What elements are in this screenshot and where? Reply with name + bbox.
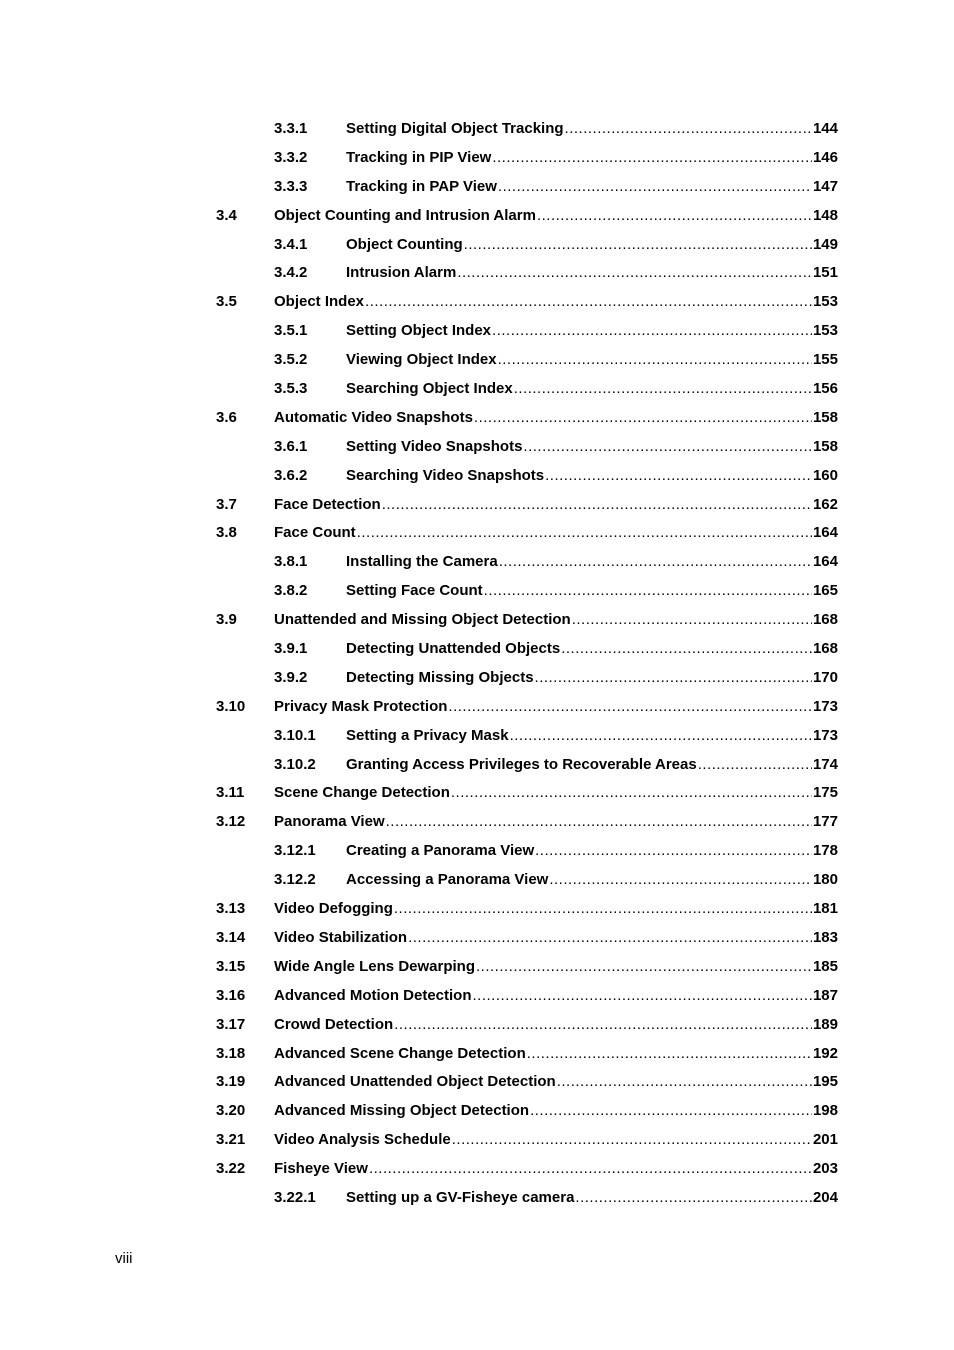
toc-entry-number: 3.3.2: [274, 148, 308, 166]
dot-leader: [386, 808, 812, 837]
toc-entry-title-line: [274, 1040, 838, 1069]
toc-entry[interactable]: [0, 231, 954, 260]
toc-entry-page: 153: [812, 322, 838, 340]
toc-entry-number: 3.19: [216, 1073, 246, 1091]
toc-entry-number: 3.22.1: [274, 1188, 316, 1206]
toc-entry-page: 189: [812, 1015, 838, 1033]
toc-entry-page: 204: [812, 1188, 838, 1206]
toc-entry-title-line: [346, 433, 838, 462]
toc-entry-number: 3.12.1: [274, 842, 316, 860]
toc-entry-page: 149: [812, 235, 838, 253]
toc-entry-title: Wide Angle Lens Dewarping: [274, 957, 475, 975]
dot-leader: [476, 953, 812, 982]
toc-entry-number: 3.8.1: [274, 553, 308, 571]
toc-entry-title-line: [274, 288, 838, 317]
toc-entry-title: Face Detection: [274, 495, 381, 513]
toc-entry-title-line: [346, 346, 838, 375]
toc-entry-title-line: [346, 317, 838, 346]
toc-entry[interactable]: [0, 1097, 954, 1126]
dot-leader: [535, 837, 812, 866]
toc-entry-title-line: [274, 491, 838, 520]
toc-entry[interactable]: [0, 1155, 954, 1184]
dot-leader: [498, 346, 812, 375]
toc-entry[interactable]: [0, 1040, 954, 1069]
toc-entry[interactable]: [0, 577, 954, 606]
dot-leader: [565, 115, 812, 144]
toc-entry-page: 187: [812, 986, 838, 1004]
toc-entry-page: 170: [812, 668, 838, 686]
toc-entry-number: 3.18: [216, 1044, 246, 1062]
toc-entry-number: 3.9: [216, 611, 237, 629]
toc-entry[interactable]: [0, 346, 954, 375]
toc-entry-page: 173: [812, 697, 838, 715]
toc-entry-title: Searching Object Index: [346, 380, 513, 398]
dot-leader: [499, 548, 812, 577]
toc-entry-title: Crowd Detection: [274, 1015, 394, 1033]
toc-entry-number: 3.13: [216, 900, 246, 918]
dot-leader: [537, 202, 812, 231]
toc-entry-page: 147: [812, 177, 838, 195]
toc-entry[interactable]: [0, 1068, 954, 1097]
toc-entry-title: Setting Face Count: [346, 582, 483, 600]
toc-entry-number: 3.15: [216, 957, 246, 975]
toc-entry-page: 198: [812, 1102, 838, 1120]
toc-entry-title: Viewing Object Index: [346, 351, 497, 369]
toc-entry-title: Detecting Unattended Objects: [346, 640, 561, 658]
toc-entry-page: 178: [812, 842, 838, 860]
toc-entry[interactable]: [0, 751, 954, 780]
toc-entry-title-line: [346, 144, 838, 173]
toc-entry-title-line: [274, 693, 838, 722]
toc-entry-number: 3.20: [216, 1102, 246, 1120]
toc-entry-title: Advanced Motion Detection: [274, 986, 472, 1004]
dot-leader: [492, 317, 812, 346]
toc-entry-number: 3.11: [216, 784, 245, 802]
toc-entry-page: 180: [812, 871, 838, 889]
toc-entry-title: Setting Video Snapshots: [346, 437, 523, 455]
table-of-contents: [0, 115, 954, 1213]
toc-entry-title-line: [346, 115, 838, 144]
toc-entry-title-line: [274, 953, 838, 982]
toc-entry-number: 3.9.1: [274, 640, 308, 658]
toc-entry-title-line: [274, 1126, 838, 1155]
toc-entry-number: 3.10: [216, 697, 246, 715]
dot-leader: [457, 259, 812, 288]
toc-entry-title: Tracking in PIP View: [346, 148, 492, 166]
dot-leader: [474, 404, 812, 433]
toc-entry-title-line: [346, 577, 838, 606]
toc-entry[interactable]: [0, 519, 954, 548]
toc-entry-title-line: [274, 1097, 838, 1126]
toc-entry-title: Advanced Missing Object Detection: [274, 1102, 530, 1120]
toc-entry-page: 168: [812, 640, 838, 658]
toc-entry[interactable]: [0, 115, 954, 144]
dot-leader: [464, 231, 812, 260]
toc-entry[interactable]: [0, 288, 954, 317]
toc-entry-title-line: [346, 231, 838, 260]
toc-entry-number: 3.6: [216, 408, 237, 426]
toc-entry-page: 160: [812, 466, 838, 484]
dot-leader: [557, 1068, 812, 1097]
toc-entry[interactable]: [0, 144, 954, 173]
toc-entry[interactable]: [0, 982, 954, 1011]
toc-entry-page: 162: [812, 495, 838, 513]
toc-entry[interactable]: [0, 779, 954, 808]
toc-entry[interactable]: [0, 953, 954, 982]
toc-entry[interactable]: [0, 317, 954, 346]
toc-entry-title: Setting up a GV-Fisheye camera: [346, 1188, 575, 1206]
dot-leader: [473, 982, 812, 1011]
toc-entry[interactable]: [0, 606, 954, 635]
toc-entry-title-line: [274, 606, 838, 635]
dot-leader: [575, 1184, 812, 1213]
toc-entry-number: 3.22: [216, 1160, 246, 1178]
dot-leader: [484, 577, 812, 606]
toc-entry-title: Tracking in PAP View: [346, 177, 497, 195]
toc-entry-page: 195: [812, 1073, 838, 1091]
toc-entry[interactable]: [0, 895, 954, 924]
toc-entry-title-line: [346, 635, 838, 664]
toc-entry-title-line: [346, 664, 838, 693]
toc-entry-number: 3.3.3: [274, 177, 308, 195]
toc-entry[interactable]: [0, 433, 954, 462]
toc-entry-title-line: [274, 1068, 838, 1097]
dot-leader: [369, 1155, 812, 1184]
toc-entry[interactable]: [0, 173, 954, 202]
dot-leader: [394, 1011, 812, 1040]
toc-entry-title-line: [274, 895, 838, 924]
toc-entry-title: Video Defogging: [274, 900, 393, 918]
toc-entry-title: Object Index: [274, 293, 365, 311]
toc-entry-title: Unattended and Missing Object Detection: [274, 611, 571, 629]
toc-entry-number: 3.6.2: [274, 466, 308, 484]
toc-entry-page: 181: [812, 900, 838, 918]
toc-entry-number: 3.12: [216, 813, 246, 831]
toc-entry-title: Panorama View: [274, 813, 385, 831]
toc-entry-title-line: [346, 1184, 838, 1213]
toc-entry-title: Fisheye View: [274, 1160, 368, 1178]
toc-entry[interactable]: [0, 404, 954, 433]
toc-entry-number: 3.8: [216, 524, 237, 542]
dot-leader: [394, 895, 812, 924]
toc-entry-title-line: [274, 202, 838, 231]
dot-leader: [530, 1097, 812, 1126]
toc-entry-title-line: [346, 866, 838, 895]
toc-entry-title: Object Counting: [346, 235, 463, 253]
toc-entry-number: 3.21: [216, 1131, 246, 1149]
toc-entry-title: Privacy Mask Protection: [274, 697, 448, 715]
toc-entry[interactable]: [0, 1011, 954, 1040]
toc-entry-title-line: [274, 779, 838, 808]
dot-leader: [545, 462, 812, 491]
toc-entry[interactable]: [0, 693, 954, 722]
toc-entry-page: 158: [812, 408, 838, 426]
toc-entry-page: 164: [812, 524, 838, 542]
toc-entry-title: Scene Change Detection: [274, 784, 450, 802]
toc-entry-page: 168: [812, 611, 838, 629]
toc-entry-title-line: [274, 1155, 838, 1184]
toc-entry[interactable]: [0, 548, 954, 577]
toc-entry-title: Searching Video Snapshots: [346, 466, 545, 484]
toc-entry-title: Creating a Panorama View: [346, 842, 535, 860]
toc-entry-title: Intrusion Alarm: [346, 264, 457, 282]
toc-entry-number: 3.12.2: [274, 871, 316, 889]
toc-entry-page: 201: [812, 1131, 838, 1149]
toc-entry-page: 148: [812, 206, 838, 224]
toc-entry-title: Advanced Scene Change Detection: [274, 1044, 526, 1062]
toc-entry-title: Setting Object Index: [346, 322, 492, 340]
toc-entry-number: 3.16: [216, 986, 246, 1004]
toc-entry-page: 174: [812, 755, 838, 773]
toc-entry-page: 177: [812, 813, 838, 831]
toc-entry-number: 3.14: [216, 928, 246, 946]
toc-entry[interactable]: [0, 491, 954, 520]
dot-leader: [448, 693, 812, 722]
toc-entry-title-line: [346, 462, 838, 491]
dot-leader: [365, 288, 812, 317]
toc-entry-title: Setting a Privacy Mask: [346, 726, 509, 744]
toc-entry-page: 173: [812, 726, 838, 744]
toc-entry-page: 151: [812, 264, 838, 282]
toc-entry-title-line: [346, 259, 838, 288]
dot-leader: [492, 144, 812, 173]
toc-entry-title: Installing the Camera: [346, 553, 498, 571]
toc-entry-title-line: [346, 173, 838, 202]
toc-entry-title: Detecting Missing Objects: [346, 668, 534, 686]
toc-entry[interactable]: [0, 1184, 954, 1213]
dot-leader: [572, 606, 812, 635]
toc-entry-number: 3.5: [216, 293, 237, 311]
toc-entry-page: 153: [812, 293, 838, 311]
dot-leader: [382, 491, 812, 520]
toc-entry-number: 3.3.1: [274, 120, 308, 137]
toc-entry-title-line: [346, 722, 838, 751]
toc-entry-title: Automatic Video Snapshots: [274, 408, 473, 426]
toc-entry-page: 192: [812, 1044, 838, 1062]
dot-leader: [561, 635, 812, 664]
toc-entry-title: Video Stabilization: [274, 928, 408, 946]
toc-entry-title: Object Counting and Intrusion Alarm: [274, 206, 536, 224]
toc-entry-title-line: [346, 751, 838, 780]
toc-entry-title-line: [274, 924, 838, 953]
toc-entry-title: Video Analysis Schedule: [274, 1131, 451, 1149]
dot-leader: [527, 1040, 812, 1069]
toc-entry[interactable]: [0, 259, 954, 288]
toc-entry-title: Accessing a Panorama View: [346, 871, 549, 889]
toc-entry-title: Granting Access Privileges to Recoverable Areas: [346, 755, 697, 773]
dot-leader: [698, 751, 812, 780]
dot-leader: [498, 173, 812, 202]
toc-entry-number: 3.10.1: [274, 726, 316, 744]
toc-entry-title-line: [274, 808, 838, 837]
toc-entry-title-line: [346, 837, 838, 866]
toc-entry[interactable]: [0, 722, 954, 751]
toc-entry-page: 203: [812, 1160, 838, 1178]
toc-entry-title-line: [274, 404, 838, 433]
toc-entry-number: 3.4.1: [274, 235, 308, 253]
toc-entry[interactable]: [0, 808, 954, 837]
toc-entry-title: Advanced Unattended Object Detection: [274, 1073, 556, 1091]
dot-leader: [451, 779, 812, 808]
dot-leader: [514, 375, 812, 404]
toc-entry-number: 3.6.1: [274, 437, 308, 455]
toc-entry[interactable]: [0, 202, 954, 231]
toc-entry[interactable]: [0, 837, 954, 866]
toc-entry[interactable]: [0, 462, 954, 491]
toc-entry[interactable]: [0, 664, 954, 693]
toc-entry-number: 3.4: [216, 206, 237, 224]
toc-entry-page: 155: [812, 351, 838, 369]
dot-leader: [452, 1126, 812, 1155]
toc-entry[interactable]: [0, 1126, 954, 1155]
toc-entry-number: 3.5.2: [274, 351, 308, 369]
dot-leader: [549, 866, 812, 895]
toc-entry-title: Setting Digital Object Tracking: [346, 120, 564, 137]
toc-entry-page: 164: [812, 553, 838, 571]
toc-entry-number: 3.10.2: [274, 755, 316, 773]
toc-entry-title-line: [346, 375, 838, 404]
page-number: viii: [115, 1250, 133, 1267]
toc-entry-page: 183: [812, 928, 838, 946]
toc-entry-page: 165: [812, 582, 838, 600]
toc-entry-number: 3.5.3: [274, 380, 308, 398]
toc-entry-page: 185: [812, 957, 838, 975]
toc-entry-page: 156: [812, 380, 838, 398]
toc-entry-title-line: [274, 1011, 838, 1040]
dot-leader: [523, 433, 812, 462]
toc-entry[interactable]: [0, 635, 954, 664]
dot-leader: [535, 664, 812, 693]
dot-leader: [510, 722, 812, 751]
toc-entry-number: 3.7: [216, 495, 237, 513]
toc-entry-number: 3.17: [216, 1015, 246, 1033]
toc-entry-number: 3.9.2: [274, 668, 308, 686]
toc-entry-title-line: [346, 548, 838, 577]
toc-entry[interactable]: [0, 375, 954, 404]
toc-entry-title-line: [274, 982, 838, 1011]
toc-entry[interactable]: [0, 866, 954, 895]
toc-entry-page: 146: [812, 148, 838, 166]
toc-entry-number: 3.5.1: [274, 322, 308, 340]
toc-entry-page: 144: [812, 120, 838, 137]
toc-entry-title: Face Count: [274, 524, 356, 542]
toc-entry-number: 3.4.2: [274, 264, 308, 282]
dot-leader: [408, 924, 812, 953]
toc-entry-number: 3.8.2: [274, 582, 308, 600]
dot-leader: [357, 519, 812, 548]
toc-entry-title-line: [274, 519, 838, 548]
toc-entry-page: 175: [812, 784, 838, 802]
toc-entry[interactable]: [0, 924, 954, 953]
toc-entry-page: 158: [812, 437, 838, 455]
